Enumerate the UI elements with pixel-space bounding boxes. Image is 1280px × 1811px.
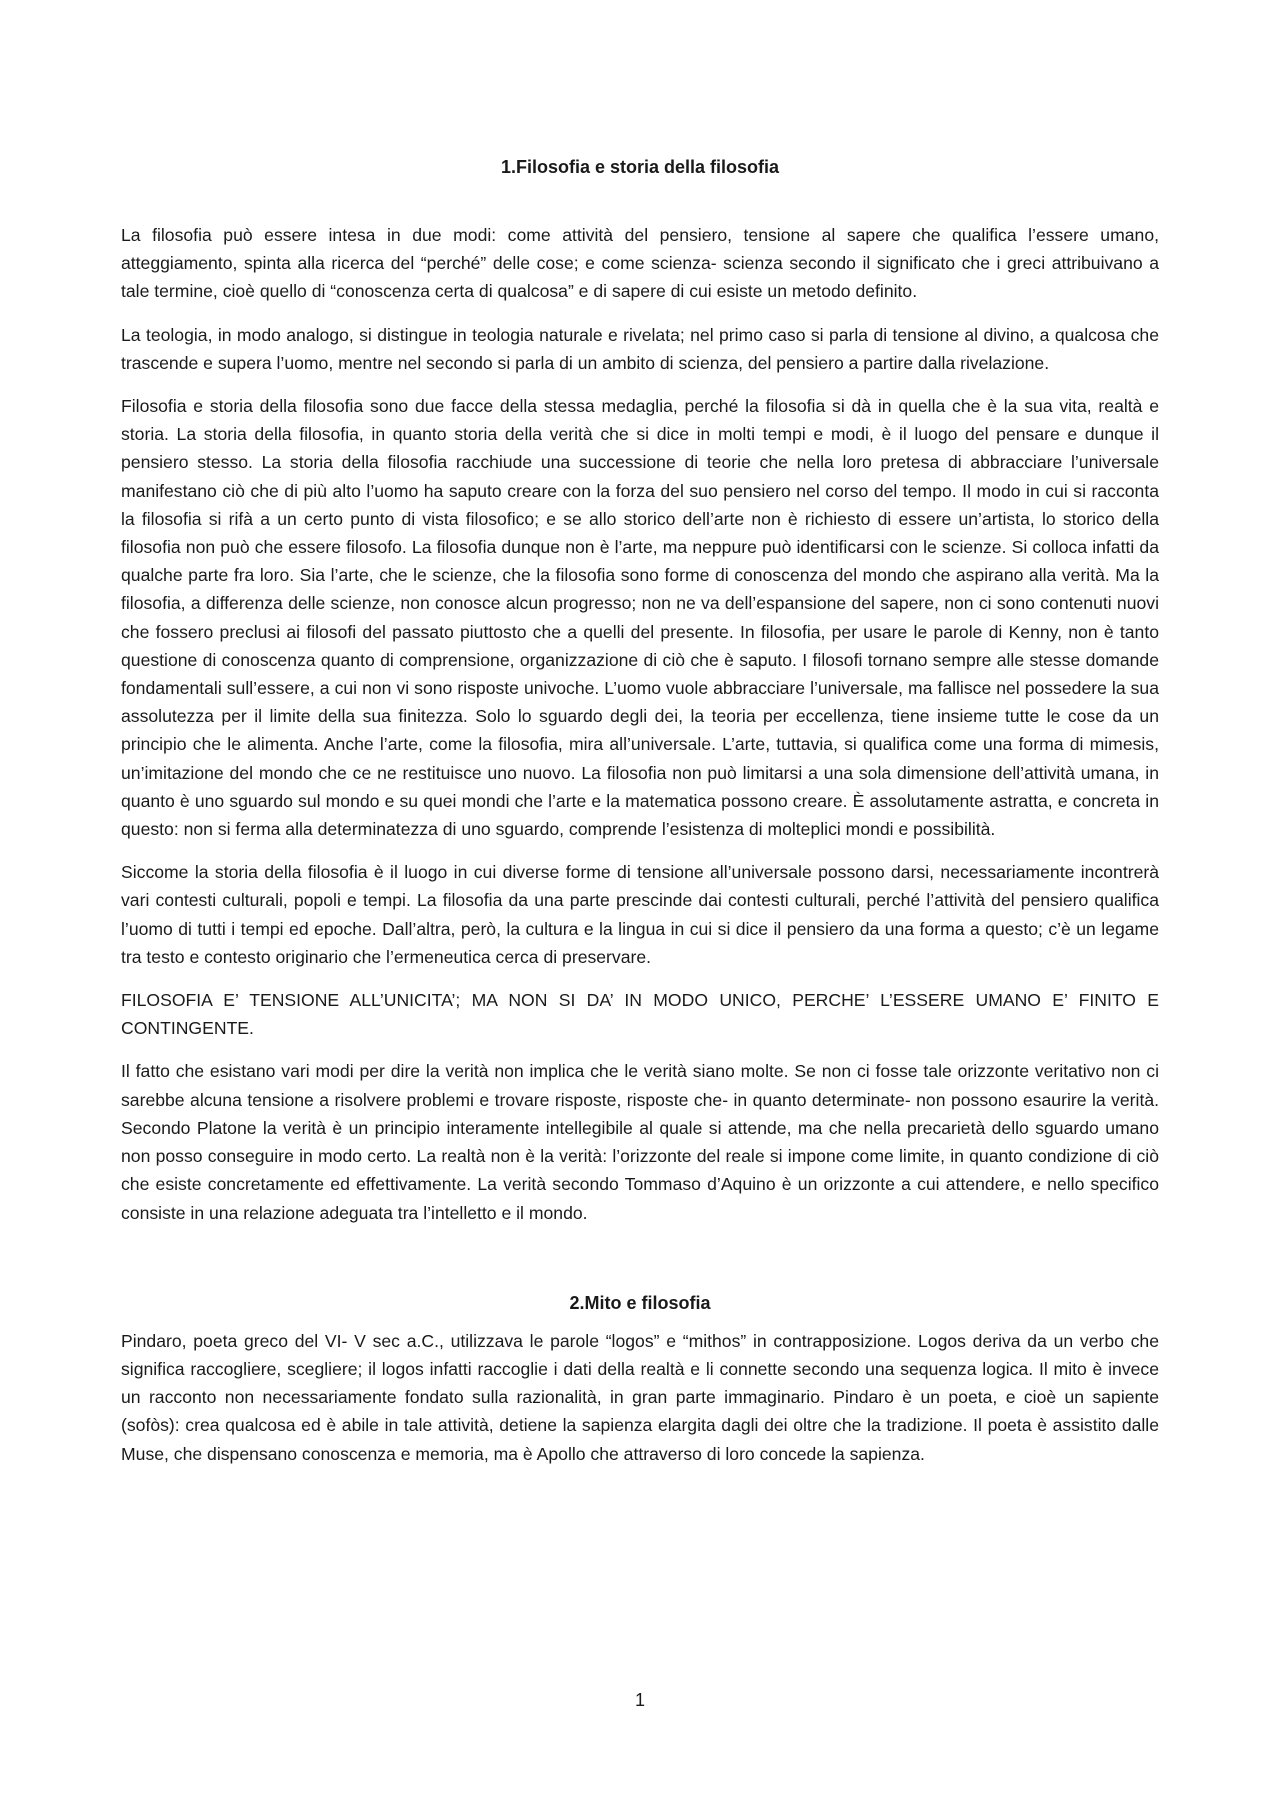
- paragraph: FILOSOFIA E’ TENSIONE ALL’UNICITA’; MA NON SI DA’ IN MODO UNICO, PERCHE’ L’ESSERE UMANO E’ FINITO E CONTINGENTE.: [121, 990, 1159, 1039]
- section-2-title: 2.Mito e filosofia: [569, 1292, 711, 1313]
- paragraph: La teologia, in modo analogo, si distingue in teologia naturale e rivelata; nel primo caso si parla di tensione al divino, a qualcosa che trascende e supera l’uomo, mentre nel secondo si parla di un ambito di scienza, del pensiero a partire dalla rivelazione.: [121, 324, 1159, 373]
- section-1-title: 1.Filosofia e storia della filosofia: [500, 157, 780, 177]
- paragraph: Pindaro, poeta greco del VI- V sec a.C., utilizzava le parole “logos” e “mithos” in contrapposizione. Logos deriva da un verbo che significa raccogliere, scegliere; il logos infatti raccoglie i dati della realtà e li connette secondo una sequenza logica. Il mito è invece un racconto non necessariamente fondato sulla razionalità, in gran parte immaginario. Pindaro è un poeta, e cioè un sapiente (sofòs): crea qualcosa ed è abile in tale attività, detiene la sapienza elargita dagli dei oltre che la tradizione. Il poeta è assistito dalle Muse, che dispensano conoscenza e memoria, ma è Apollo che attraverso di loro concede la sapienza.: [121, 1330, 1159, 1464]
- page-number: 1: [634, 1690, 645, 1710]
- paragraph: La filosofia può essere intesa in due modi: come attività del pensiero, tensione al sapere che qualifica l’essere umano, atteggiamento, spinta alla ricerca del “perché” delle cose; e come scienza- scienza secondo il significato che i greci attribuivano a tale termine, cioè quello di “conoscenza certa di qualcosa” e di sapere di cui esiste un metodo definito.: [121, 225, 1159, 302]
- paragraph: Siccome la storia della filosofia è il luogo in cui diverse forme di tensione all’universale possono darsi, necessariamente incontrerà vari contesti culturali, popoli e tempi. La filosofia da una parte prescinde dai contesti culturali, perché l’attività del pensiero qualifica l’uomo di tutti i tempi ed epoche. Dall’altra, però, la cultura e la lingua in cui si dice il pensiero da una forma a questo; c’è un legame tra testo e contesto originario che l’ermeneutica cerca di preservare.: [121, 862, 1159, 967]
- paragraph: Il fatto che esistano vari modi per dire la verità non implica che le verità siano molte. Se non ci fosse tale orizzonte veritativo non ci sarebbe alcuna tensione a risolvere problemi e trovare risposte, risposte che- in quanto determinate- non possono esaurire la verità. Secondo Platone la verità è un principio interamente intellegibile al quale si attende, ma che nella precarietà dello sguardo umano non posso conseguire in modo certo. La realtà non è la verità: l’orizzonte del reale si impone come limite, in quanto condizione di ciò che esiste concretamente ed effettivamente. La verità secondo Tommaso d’Aquino è un orizzonte a cui attendere, e nello specifico consiste in una relazione adeguata tra l’intelletto e il mondo.: [121, 1061, 1159, 1223]
- paragraph: Filosofia e storia della filosofia sono due facce della stessa medaglia, perché la filosofia si dà in quella che è la sua vita, realtà e storia. La storia della filosofia, in quanto storia della verità che si dice in molti tempi e modi, è il luogo del pensare e dunque il pensiero stesso. La storia della filosofia racchiude una successione di teorie che nella loro pretesa di abbracciare l’universale manifestano ciò che di più alto l’uomo ha saputo creare con la forza del suo pensiero nel corso del tempo. Il modo in cui si racconta la filosofia si rifà a un certo punto di vista filosofico; e se allo storico dell’arte non è richiesto di essere un’artista, lo storico della filosofia non può che essere filosofo. La filosofia dunque non è l’arte, ma neppure può identificarsi con le scienze. Si colloca infatti da qualche parte fra loro. Sia l’arte, che le scienze, che la filosofia sono forme di conoscenza del mondo che aspirano alla verità. Ma la filosofia, a differenza delle scienze, non conosce alcun progresso; non ne va dell’espansione del sapere, non ci sono contenuti nuovi che fossero preclusi ai filosofi del passato piuttosto che a quelli del presente. In filosofia, per usare le parole di Kenny, non è tanto questione di conoscenza quanto di comprensione, organizzazione di ciò che è saputo. I filosofi tornano sempre alle stesse domande fondamentali sull’essere, a cui non vi sono risposte univoche. L’uomo vuole abbracciare l’universale, ma fallisce nel possedere la sua assolutezza per il limite della sua finitezza. Solo lo sguardo degli dei, la teoria per eccellenza, tiene insieme tutte le cose da un principio che le alimenta. Anche l’arte, come la filosofia, mira all’universale. L’arte, tuttavia, si qualifica come una forma di mimesis, un’imitazione del mondo che ce ne restituisce uno nuovo. La filosofia non può limitarsi a una sola dimensione dell’attività umana, in quanto è uno sguardo sul mondo e su quei mondi che l’arte e la matematica possono creare. È assolutamente astratta, e concreta in questo: non si ferma alla determinatezza di uno sguardo, comprende l’esistenza di molteplici mondi e possibilità.: [121, 396, 1159, 840]
